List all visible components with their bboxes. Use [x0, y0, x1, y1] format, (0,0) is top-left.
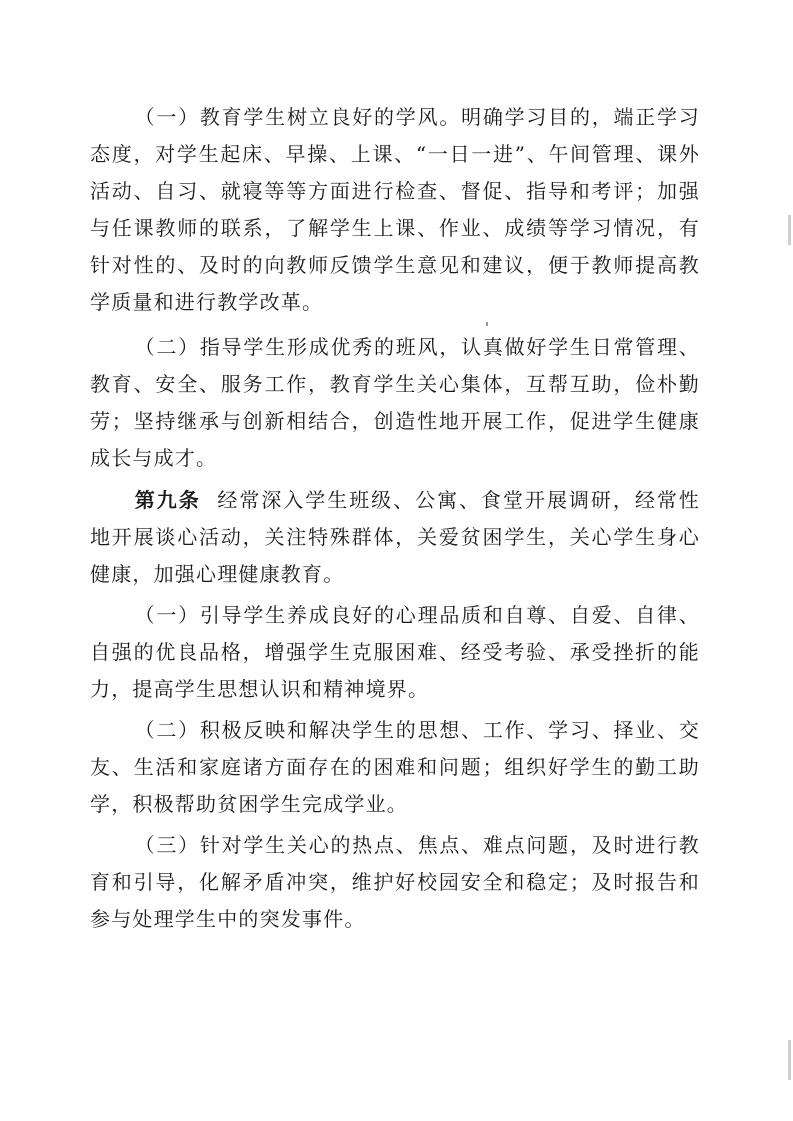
- paragraph-text: （二）指导学生形成优秀的班风，认真做好学生日常管理、教育、安全、服务工作，教育学生关心集体，互帮互助，俭朴勤劳；坚持继承与创新相结合，创造性地开展工作，促进学生健康成长与成才。: [90, 335, 700, 470]
- paragraph-text: （一）引导学生养成良好的心理品质和自尊、自爱、自律、自强的优良品格，增强学生克服困难、经受考验、承受挫折的能力，提高学生思想认识和精神境界。: [90, 603, 700, 701]
- paragraph-student-difficulties: [90, 712, 700, 823]
- paragraph-article-nine: [90, 482, 700, 593]
- article-spacer: [201, 488, 218, 512]
- paragraph-text: （二）积极反映和解决学生的思想、工作、学习、择业、交友、生活和家庭诸方面存在的困难和问题；组织好学生的勤工助学，积极帮助贫困学生完成学业。: [90, 718, 700, 816]
- paragraph-text: 经常深入学生班级、公寓、食堂开展调研，经常性地开展谈心活动，关注特殊群体，关爱贫困学生，关心学生身心健康，加强心理健康教育。: [90, 488, 700, 586]
- paragraph-text: （一）教育学生树立良好的学风。明确学习目的，端正学习态度，对学生起床、早操、上课、“一日一进”、午间管理、课外活动、自习、就寝等等方面进行检查、督促、指导和考评；加强与任课教师的联系，了解学生上课、作业、成绩等学习情况，有针对性的、及时的向教师反馈学生意见和建议，便于教师提高教学质量和进行教学改革。: [90, 105, 700, 314]
- paragraph-hot-issues: [90, 827, 700, 938]
- paragraph-study-style: [90, 99, 700, 321]
- paragraph-class-style: [90, 329, 700, 477]
- scan-dust-mark: [486, 322, 488, 326]
- paragraph-text: （三）针对学生关心的热点、焦点、难点问题，及时进行教育和引导，化解矛盾冲突，维护好校园安全和稳定；及时报告和参与处理学生中的突发事件。: [90, 833, 700, 931]
- paragraph-psychological-quality: [90, 597, 700, 708]
- scan-edge-mark: [788, 215, 791, 245]
- scan-edge-mark: [788, 1040, 791, 1080]
- article-label: 第九条: [134, 488, 201, 512]
